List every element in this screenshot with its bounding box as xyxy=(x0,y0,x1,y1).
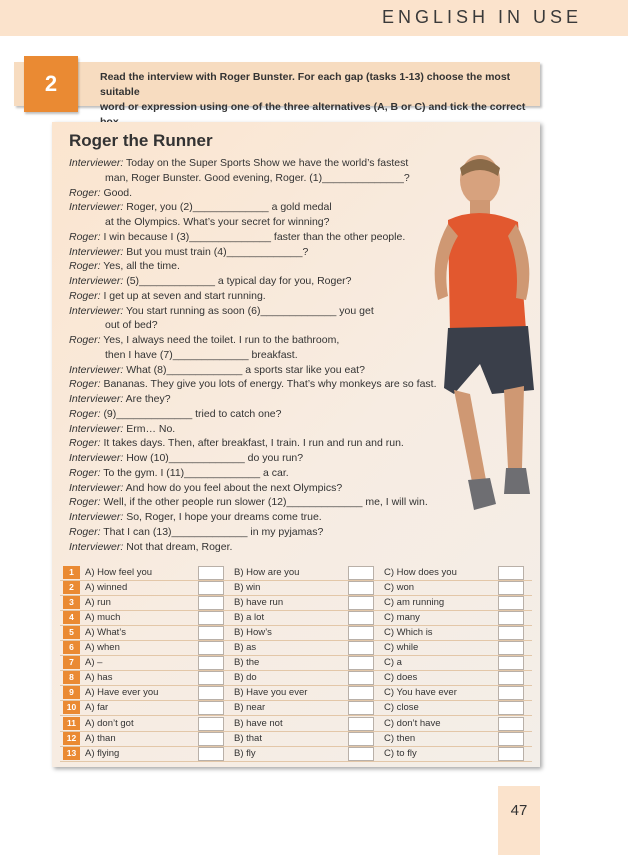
interview-line xyxy=(69,290,266,303)
option-b-checkbox[interactable] xyxy=(348,656,374,670)
option-row xyxy=(60,565,532,580)
item-number: 3 xyxy=(63,596,80,609)
speaker-label: Interviewer: xyxy=(69,304,124,317)
option-c-checkbox[interactable] xyxy=(498,566,524,580)
option-b-label: B) How’s xyxy=(234,627,272,639)
interview-line xyxy=(69,275,352,288)
interview-line xyxy=(69,231,405,244)
option-b-checkbox[interactable] xyxy=(348,701,374,715)
interview-line xyxy=(69,157,408,170)
interview-line xyxy=(69,187,132,200)
line-text: I get up at seven and start running. xyxy=(103,289,266,302)
interview-line xyxy=(105,172,410,185)
line-text: then I have (7)_____________ breakfast. xyxy=(105,348,298,361)
interview-line xyxy=(69,526,323,539)
option-row xyxy=(60,655,532,670)
option-a-label: A) What’s xyxy=(85,627,127,639)
option-row xyxy=(60,685,532,700)
option-b-checkbox[interactable] xyxy=(348,732,374,746)
option-c-label: C) won xyxy=(384,582,415,594)
line-text: It takes days. Then, after breakfast, I train. I run and run and run. xyxy=(103,437,404,450)
option-c-checkbox[interactable] xyxy=(498,596,524,610)
option-a-label: A) than xyxy=(85,732,116,744)
option-b-checkbox[interactable] xyxy=(348,581,374,595)
item-number: 5 xyxy=(63,626,80,639)
option-a-label: A) when xyxy=(85,642,120,654)
option-a-label: A) much xyxy=(85,612,121,624)
line-text: Bananas. They give you lots of energy. That’s why monkeys are so fast. xyxy=(103,378,437,391)
option-b-label: B) win xyxy=(234,582,261,594)
option-a-checkbox[interactable] xyxy=(198,626,224,640)
option-a-checkbox[interactable] xyxy=(198,701,224,715)
line-text: Roger, you (2)_____________ a gold medal xyxy=(126,201,332,214)
interview-line xyxy=(69,423,175,436)
line-text: out of bed? xyxy=(105,319,158,332)
option-b-checkbox[interactable] xyxy=(348,641,374,655)
option-a-checkbox[interactable] xyxy=(198,747,224,761)
option-a-label: A) flying xyxy=(85,747,120,759)
line-text: Well, if the other people run slower (12)_____________ me, I will win. xyxy=(103,496,428,509)
line-text: man, Roger Bunster. Good evening, Roger. (1)______________? xyxy=(105,171,410,184)
speaker-label: Roger: xyxy=(69,378,101,391)
line-text: You start running as soon (6)_____________ you get xyxy=(126,304,374,317)
speaker-label: Roger: xyxy=(69,334,101,346)
item-number: 11 xyxy=(63,717,80,730)
option-row xyxy=(60,716,532,731)
speaker-label: Interviewer: xyxy=(69,363,124,376)
option-a-checkbox[interactable] xyxy=(198,732,224,746)
interview-line xyxy=(69,511,322,524)
item-number: 2 xyxy=(63,581,80,594)
speaker-label: Interviewer: xyxy=(69,422,124,435)
option-c-label: C) while xyxy=(384,642,419,654)
option-b-label: B) fly xyxy=(234,747,256,759)
speaker-label: Roger: xyxy=(69,230,101,243)
speaker-label: Interviewer: xyxy=(69,511,124,523)
option-c-checkbox[interactable] xyxy=(498,732,524,746)
item-number: 13 xyxy=(63,747,80,760)
option-c-label: C) Which is xyxy=(384,627,433,639)
line-text: (5)_____________ a typical day for you, Roger? xyxy=(126,275,352,287)
interview-line xyxy=(69,482,342,495)
option-b-label: B) Have you ever xyxy=(234,687,308,699)
row-divider xyxy=(60,761,532,762)
line-text: Are they? xyxy=(125,393,171,405)
option-row xyxy=(60,625,532,640)
interview-line xyxy=(69,467,289,480)
option-row xyxy=(60,746,532,761)
option-c-label: C) many xyxy=(384,612,420,624)
line-text: I win because I (3)______________ faster than the other people. xyxy=(103,230,406,243)
line-text: Yes, I always need the toilet. I run to the bathroom, xyxy=(103,334,340,346)
speaker-label: Roger: xyxy=(69,260,101,273)
option-a-label: A) winned xyxy=(85,582,128,594)
option-b-label: B) the xyxy=(234,657,260,669)
story-title: Roger the Runner xyxy=(69,131,213,150)
option-a-label: A) run xyxy=(85,597,111,609)
task-number-badge: 2 xyxy=(24,56,78,112)
page-tab xyxy=(498,786,540,855)
option-c-label: C) then xyxy=(384,732,416,744)
option-a-checkbox[interactable] xyxy=(198,611,224,625)
line-text: That I can (13)_____________ in my pyjamas? xyxy=(103,525,324,538)
option-c-label: C) close xyxy=(384,702,419,714)
option-row xyxy=(60,670,532,685)
line-text: Erm… No. xyxy=(126,422,176,435)
task-instructions xyxy=(100,70,530,130)
option-b-label: B) How are you xyxy=(234,567,300,578)
interview-line xyxy=(105,349,298,362)
speaker-label: Interviewer: xyxy=(69,393,124,405)
option-a-checkbox[interactable] xyxy=(198,641,224,655)
runner-photo xyxy=(408,150,548,550)
option-c-label: C) does xyxy=(384,672,418,684)
line-text: But you must train (4)_____________? xyxy=(126,245,309,258)
item-number: 10 xyxy=(63,701,80,714)
item-number: 4 xyxy=(63,611,80,624)
option-c-checkbox[interactable] xyxy=(498,701,524,715)
option-a-checkbox[interactable] xyxy=(198,656,224,670)
option-row xyxy=(60,595,532,610)
option-a-checkbox[interactable] xyxy=(198,566,224,580)
interview-line xyxy=(69,334,339,347)
option-b-checkbox[interactable] xyxy=(348,566,374,580)
interview-line xyxy=(69,437,404,450)
option-a-label: A) far xyxy=(85,702,109,714)
option-a-label: A) – xyxy=(85,657,103,669)
speaker-label: Roger: xyxy=(69,437,101,450)
option-row xyxy=(60,580,532,595)
line-text: Not that dream, Roger. xyxy=(126,540,233,553)
option-b-checkbox[interactable] xyxy=(348,611,374,625)
item-number: 8 xyxy=(63,671,80,684)
option-c-label: C) don’t have xyxy=(384,717,441,729)
option-b-checkbox[interactable] xyxy=(348,596,374,610)
line-text: How (10)_____________ do you run? xyxy=(126,452,304,464)
option-row xyxy=(60,731,532,746)
option-b-label: B) have run xyxy=(234,597,284,609)
speaker-label: Roger: xyxy=(69,496,101,509)
option-c-checkbox[interactable] xyxy=(498,717,524,731)
interview-line xyxy=(69,408,282,421)
interview-line xyxy=(69,496,428,509)
option-c-checkbox[interactable] xyxy=(498,626,524,640)
speaker-label: Interviewer: xyxy=(69,275,124,287)
interview-line xyxy=(69,305,374,318)
task-instructions-line-2: word or expression using one of the three alternatives (A, B or C) and tick the correct xyxy=(100,101,526,113)
option-a-label: A) How feel you xyxy=(85,567,153,578)
option-b-label: B) a lot xyxy=(234,612,265,624)
option-c-checkbox[interactable] xyxy=(498,641,524,655)
option-c-checkbox[interactable] xyxy=(498,581,524,595)
option-a-checkbox[interactable] xyxy=(198,596,224,610)
interview-line xyxy=(69,246,308,259)
option-b-checkbox[interactable] xyxy=(348,626,374,640)
line-text: What (8)_____________ a sports star like you eat? xyxy=(126,363,365,376)
option-c-label: C) to fly xyxy=(384,747,417,759)
option-a-checkbox[interactable] xyxy=(198,686,224,700)
option-c-label: C) a xyxy=(384,657,402,669)
line-text: Today on the Super Sports Show we have the world’s fastest xyxy=(126,157,409,169)
item-number: 1 xyxy=(63,566,80,579)
option-b-checkbox[interactable] xyxy=(348,717,374,731)
option-a-label: A) Have ever you xyxy=(85,687,159,699)
line-text: So, Roger, I hope your dreams come true. xyxy=(126,511,322,523)
speaker-label: Interviewer: xyxy=(69,245,124,258)
line-text: Good. xyxy=(103,186,133,199)
interview-line xyxy=(69,201,332,214)
option-c-label: C) How does you xyxy=(384,567,457,578)
item-number: 7 xyxy=(63,656,80,669)
option-c-label: C) am running xyxy=(384,597,445,609)
interview-line xyxy=(69,541,232,554)
option-a-label: A) has xyxy=(85,672,113,684)
speaker-label: Roger: xyxy=(69,525,101,538)
option-b-checkbox[interactable] xyxy=(348,686,374,700)
option-c-checkbox[interactable] xyxy=(498,686,524,700)
interview-line xyxy=(105,319,158,332)
option-b-label: B) do xyxy=(234,672,257,684)
option-a-label: A) don’t got xyxy=(85,717,134,729)
option-b-checkbox[interactable] xyxy=(348,747,374,761)
option-b-label: B) that xyxy=(234,732,262,744)
line-text: Yes, all the time. xyxy=(103,260,180,273)
option-b-label: B) have not xyxy=(234,717,283,729)
line-text: And how do you feel about the next Olympics? xyxy=(125,481,343,494)
option-row xyxy=(60,610,532,625)
speaker-label: Roger: xyxy=(69,466,101,479)
option-a-checkbox[interactable] xyxy=(198,671,224,685)
item-number: 12 xyxy=(63,732,80,745)
option-a-checkbox[interactable] xyxy=(198,717,224,731)
speaker-label: Interviewer: xyxy=(69,540,124,553)
item-number: 9 xyxy=(63,686,80,699)
line-text: at the Olympics. What’s your secret for winning? xyxy=(105,216,330,228)
line-text: (9)_____________ tried to catch one? xyxy=(103,407,282,420)
speaker-label: Interviewer: xyxy=(69,201,124,214)
option-b-checkbox[interactable] xyxy=(348,671,374,685)
option-c-checkbox[interactable] xyxy=(498,671,524,685)
option-c-checkbox[interactable] xyxy=(498,611,524,625)
interview-line xyxy=(69,393,171,406)
section-title: ENGLISH IN USE xyxy=(381,7,582,27)
speaker-label: Roger: xyxy=(69,186,101,199)
item-number: 6 xyxy=(63,641,80,654)
option-row xyxy=(60,640,532,655)
interview-line xyxy=(69,378,437,391)
option-b-label: B) as xyxy=(234,642,257,654)
speaker-label: Roger: xyxy=(69,289,101,302)
interview-line xyxy=(69,452,303,465)
interview-line xyxy=(69,364,365,377)
option-row xyxy=(60,700,532,715)
task-instructions-line-1: Read the interview with Roger Bunster. For each gap (tasks 1-13) choose the most suitable xyxy=(100,71,511,98)
option-c-label: C) You have ever xyxy=(384,687,457,699)
speaker-label: Roger: xyxy=(69,407,101,420)
page-number: 47 xyxy=(510,802,528,819)
option-c-checkbox[interactable] xyxy=(498,656,524,670)
option-a-checkbox[interactable] xyxy=(198,581,224,595)
option-b-label: B) near xyxy=(234,702,266,714)
speaker-label: Interviewer: xyxy=(69,452,124,464)
speaker-label: Interviewer: xyxy=(69,481,124,494)
option-c-checkbox[interactable] xyxy=(498,747,524,761)
line-text: To the gym. I (11)_____________ a car. xyxy=(103,466,289,479)
speaker-label: Interviewer: xyxy=(69,157,124,169)
interview-line xyxy=(69,260,180,273)
interview-line xyxy=(105,216,329,229)
